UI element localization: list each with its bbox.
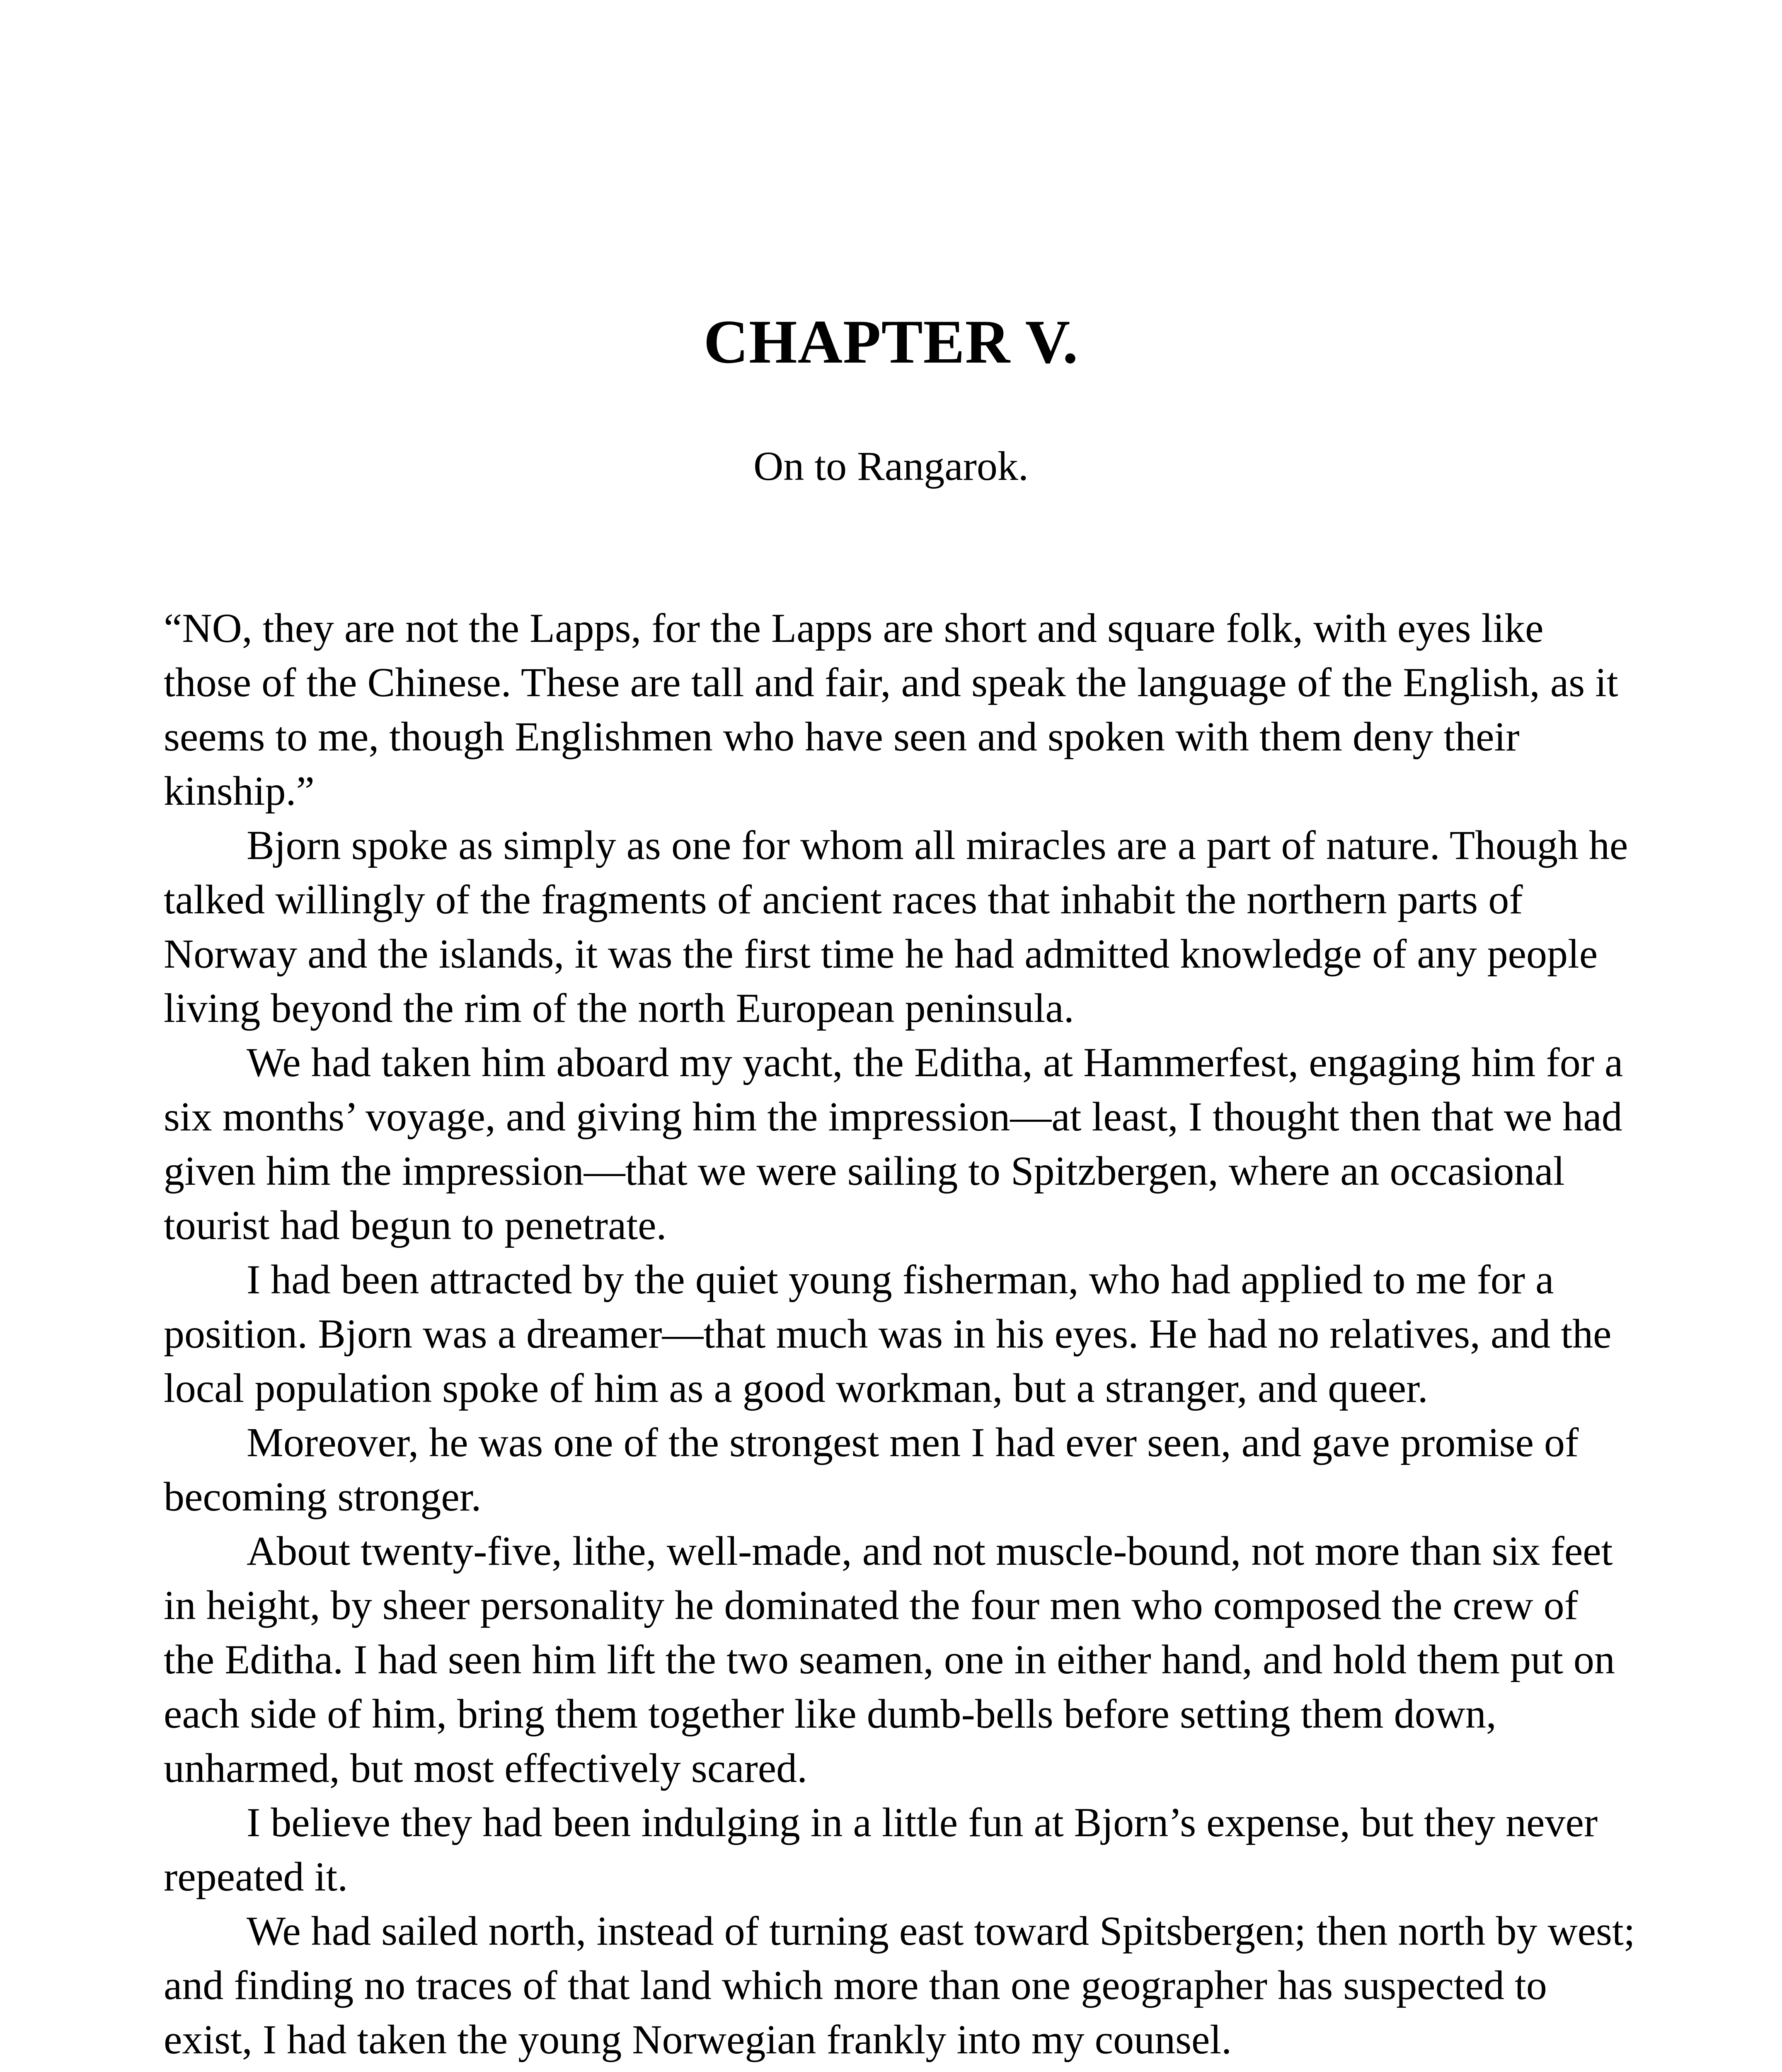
chapter-subtitle: On to Rangarok.	[753, 443, 1029, 489]
paragraph: I had been attracted by the quiet young fisherman, who had applied to me for a position. Bjorn was a dreamer—that much was in his eyes. He had no relatives, and the local population spoke of him as a good workman, but a stranger, and queer.	[164, 1256, 1612, 1411]
paragraph: Moreover, he was one of the strongest men I had ever seen, and gave promise of becoming stronger.	[164, 1419, 1579, 1520]
paragraph: About twenty-five, lithe, well-made, and not muscle-bound, not more than six feet in height, by sheer personality he dominated the four men who composed the crew of the Editha. I had seen him lift the two seamen, one in either hand, and hold them put on each side of him, bring them together like dumb-bells before setting them down, unharmed, but most effectively scared.	[164, 1528, 1615, 1791]
paragraph: I believe they had been indulging in a little fun at Bjorn’s expense, but they never repeated it.	[164, 1799, 1598, 1900]
chapter-title: CHAPTER V.	[703, 307, 1079, 376]
paragraph: We had taken him aboard my yacht, the Editha, at Hammerfest, engaging him for a six months’ voyage, and giving him the impression—at least, I thought then that we had given him the impression—that we were sailing to Spitzbergen, where an occasional tourist had begun to penetrate.	[164, 1039, 1623, 1248]
chapter-body	[164, 601, 1639, 2067]
paragraph: Bjorn spoke as simply as one for whom all miracles are a part of nature. Though he talked willingly of the fragments of ancient races that inhabit the northern parts of Norway and the islands, it was the first time he had admitted knowledge of any people living beyond the rim of the north European peninsula.	[164, 822, 1628, 1031]
paragraph: “NO, they are not the Lapps, for the Lapps are short and square folk, with eyes like those of the Chinese. These are tall and fair, and speak the language of the English, as it seems to me, though Englishmen who have seen and spoken with them deny their kinship.”	[164, 605, 1618, 814]
paragraph: We had sailed north, instead of turning east toward Spitsbergen; then north by west; and finding no traces of that land which more than one geographer has suspected to exist, I had taken the young Norwegian frankly into my counsel.	[164, 1908, 1635, 2062]
